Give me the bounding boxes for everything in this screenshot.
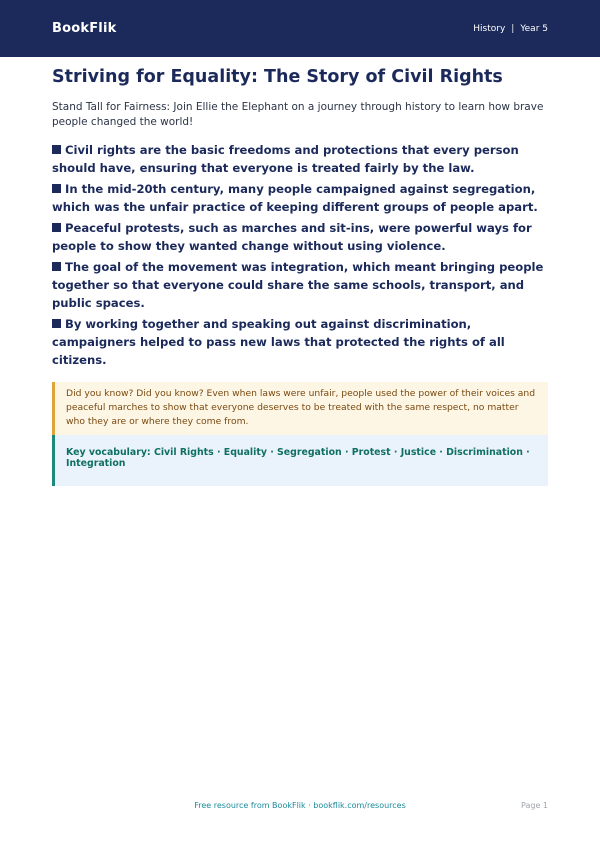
point-text: Civil rights are the basic freedoms and protections that every person should have, ensuring that everyone is treated fairly by the law.: [52, 143, 519, 175]
point-text: Peaceful protests, such as marches and sit-ins, were powerful ways for people to show they wanted change without using violence.: [52, 221, 532, 253]
square-bullet-icon: [52, 145, 61, 154]
subject-label: History: [473, 23, 506, 34]
point-text: In the mid-20th century, many people campaigned against segregation, which was the unfair practice of keeping different groups of people apart.: [52, 182, 538, 214]
square-bullet-icon: [52, 319, 61, 328]
header-meta: [473, 24, 548, 34]
intro-text: Stand Tall for Fairness: Join Ellie the Elephant on a journey through history to learn how brave people changed the world!: [52, 101, 544, 128]
page-title: Striving for Equality: The Story of Civil Rights: [52, 67, 503, 87]
list-item: [52, 141, 548, 177]
list-item: [52, 180, 548, 216]
did-you-know-box: Did you know? Did you know? Even when laws were unfair, people used the power of their voices and peaceful marches to show that everyone deserves to be treated with the same respect, no matter who they are or where they come from.: [52, 382, 548, 435]
main-content: [52, 65, 548, 486]
square-bullet-icon: [52, 262, 61, 271]
footer-resource-link[interactable]: Free resource from BookFlik · bookflik.com/resources: [194, 801, 406, 810]
list-item: [52, 219, 548, 255]
page-footer: [0, 801, 600, 815]
brand-logo-text[interactable]: BookFlik: [52, 21, 117, 36]
key-points-list: [52, 141, 548, 369]
point-text: By working together and speaking out against discrimination, campaigners helped to pass new laws that protected the rights of all citizens.: [52, 317, 505, 367]
page-number: Page 1: [521, 801, 548, 810]
point-text: The goal of the movement was integration, which meant bringing people together so that everyone could share the same schools, transport, and public spaces.: [52, 260, 544, 310]
year-label: Year 5: [520, 23, 548, 34]
square-bullet-icon: [52, 184, 61, 193]
page-header: [0, 0, 600, 57]
key-vocabulary-box: Key vocabulary: Civil Rights · Equality · Segregation · Protest · Justice · Discrimination · Integration: [52, 435, 548, 486]
list-item: [52, 315, 548, 369]
square-bullet-icon: [52, 223, 61, 232]
meta-separator: |: [511, 23, 515, 34]
list-item: [52, 258, 548, 312]
